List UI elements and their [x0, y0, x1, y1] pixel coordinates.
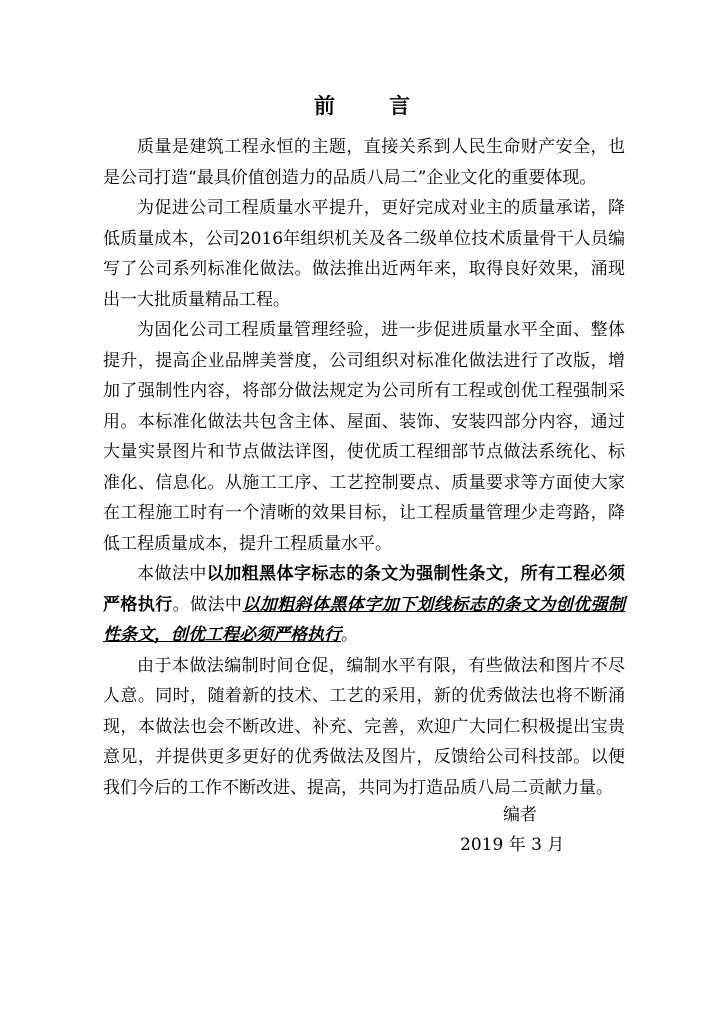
excellence-clause-text: 以加粗斜体黑体字加下划线标志的条文为创优强制性条文，创优工程必须严格执行: [103, 594, 626, 645]
emphasis-text-3: 。: [341, 625, 358, 645]
paragraph-3: 为固化公司工程质量管理经验，进一步促进质量水平全面、整体提升，提高企业品牌美誉度，公司组织对标准化做法进行了改版，增加了强制性内容，将部分做法规定为公司所有工程或创优工程强制采用。本标准化做法共包含主体、屋面、装饰、安装四部分内容，通过大量实景图片和节点做法详图，使优质工程细部节点做法系统化、标准化、信息化。从施工工序、工艺控制要点、质量要求等方面使大家在工程施工时有一个清晰的效果目标，让工程质量管理少走弯路，降低工程质量成本，提升工程质量水平。: [103, 320, 625, 554]
date-line: 2019 年 3 月: [460, 835, 565, 855]
signature: 编者: [503, 805, 537, 825]
emphasis-text-2: 。做法中: [172, 594, 243, 615]
paragraph-2: 为促进公司工程质量水平提升，更好完成对业主的质量承诺，降低质量成本，公司2016年组织机关及各二级单位技术质量骨干人员编写了公司系列标准化做法。做法推出近两年来，取得良好效果，涌现出一大批质量精品工程。: [103, 198, 625, 310]
paragraph-emphasis: [103, 559, 625, 651]
preface-body: [103, 132, 625, 803]
page-title: 前言: [314, 93, 464, 118]
emphasis-text-1: 本做法中: [137, 564, 207, 584]
mandatory-clause-text: 以加粗黑体字标志的条文为强制性条文，所有工程必须严格执行: [103, 564, 626, 615]
paragraph-1: 质量是建筑工程永恒的主题，直接关系到人民生命财产安全，也是公司打造“最具价值创造力的品质八局二”企业文化的重要体现。: [103, 137, 625, 188]
paragraph-closing: 由于本做法编制时间仓促，编制水平有限，有些做法和图片不尽人意。同时，随着新的技术、工艺的采用，新的优秀做法也将不断涌现，本做法也会不断改进、补充、完善，欢迎广大同仁积极提出宝贵意见，并提供更多更好的优秀做法及图片，反馈给公司科技部。以便我们今后的工作不断改进、提高，共同为打造品质八局二贡献力量。: [103, 655, 625, 798]
